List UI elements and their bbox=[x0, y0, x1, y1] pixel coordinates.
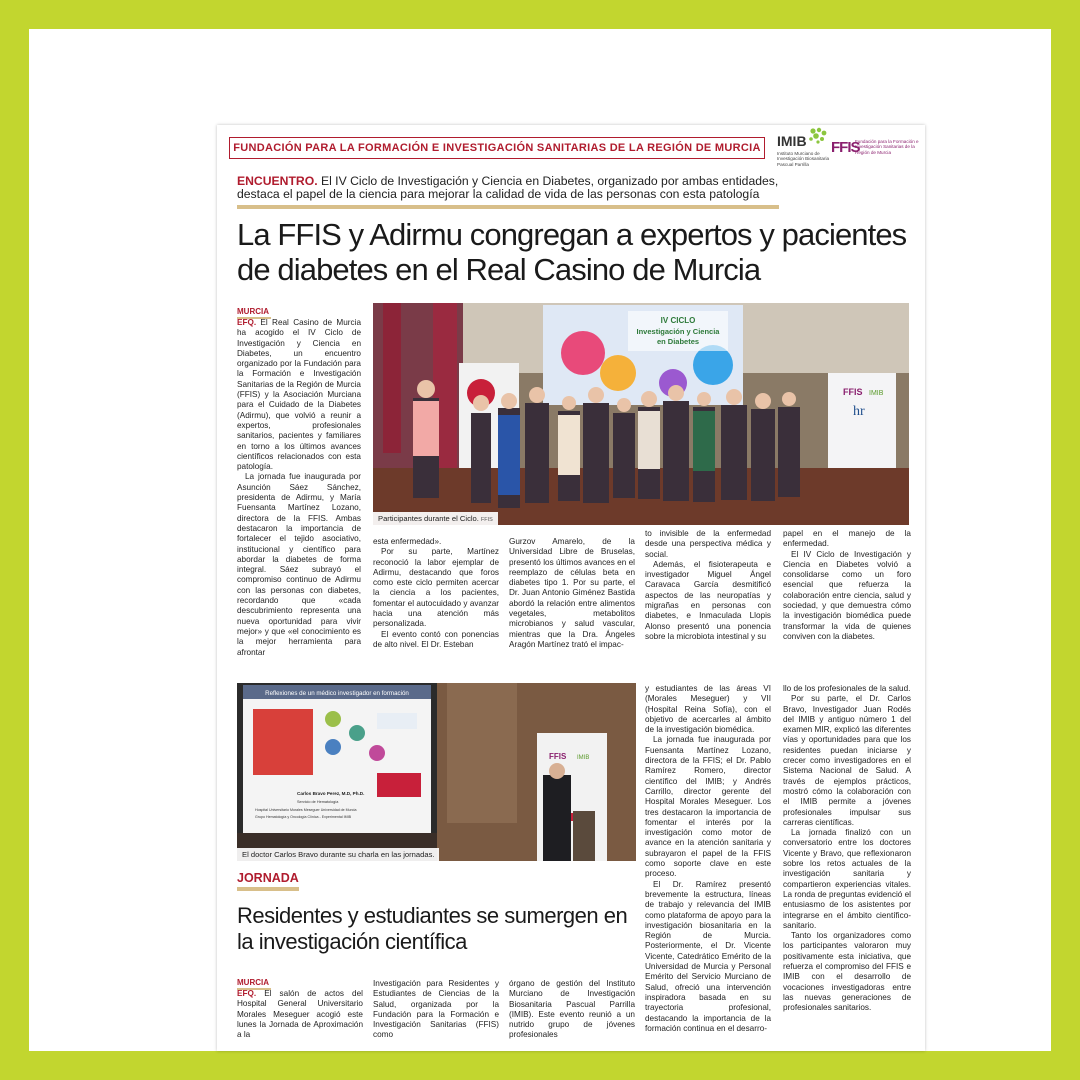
header-band bbox=[229, 137, 765, 159]
article1-column-5 bbox=[783, 529, 911, 653]
article2-column-3 bbox=[509, 979, 635, 1039]
svg-text:en Diabetes: en Diabetes bbox=[656, 337, 700, 346]
article1-location: MURCIA bbox=[237, 307, 269, 316]
article2-column-5 bbox=[783, 684, 911, 1040]
article1-col2-p2: Por su parte, Martínez reconoció la labor ejemplar de Adirmu, destacando que foros como este ciclo permiten acercar la ciencia a los pacientes, fomentar el autocuidado y avanzar hacia una atención más personalizada. bbox=[373, 547, 499, 629]
svg-text:IMIB: IMIB bbox=[869, 390, 884, 397]
kicker-rule bbox=[237, 205, 779, 209]
article1-photo bbox=[373, 303, 909, 525]
svg-text:hr: hr bbox=[853, 404, 865, 419]
slide-dept: Servicio de Hematología bbox=[297, 800, 339, 804]
article2-section-label: JORNADA bbox=[237, 871, 299, 885]
article2-colD-p1: y estudiantes de las áreas VI (Morales Meseguer) y VII (Hospital Reina Sofía), con el objetivo de acercarles al ámbito de la investigación biomédica. bbox=[645, 684, 771, 735]
svg-text:Investigación y Ciencia: Investigación y Ciencia bbox=[636, 327, 720, 336]
article2-colE-p2: Por su parte, el Dr. Carlos Bravo, Investigador Juan Rodés del IMIB y antiguo número 1 del examen MIR, explicó las diferentes vías y oportunidades para que los residentes puedan iniciarse y crecer como investigadores en el Sistema Nacional de Salud. A través de ejemplos prácticos, mostró cómo la colaboración con el IMIB permite a jóvenes profesionales impulsar sus carreras científicas. bbox=[783, 694, 911, 827]
article2-column-1 bbox=[237, 989, 363, 1039]
article2-colB-p1: Investigación para Residentes y Estudiantes de Ciencias de la Salud, organizada por la Fundación para la Formación e Investigación Sanitarias (FFIS) como bbox=[373, 979, 499, 1040]
group-photo-image bbox=[373, 303, 909, 525]
article2-byline: EFQ. bbox=[237, 989, 257, 998]
article2-column-4 bbox=[645, 684, 771, 1040]
article2-colC-p1: órgano de gestión del Instituto Murciano de Investigación Biosanitaria Pascual Parrilla (IMIB). Este evento reunió a un nutrido grupo de jóvenes profesionales bbox=[509, 979, 635, 1040]
speaker-photo-image bbox=[237, 683, 636, 861]
article2-colD-p3: El Dr. Ramírez presentó brevemente la estructura, líneas de trabajo y relevancia del IMIB como plataforma de apoyo para la investigación biosanitaria en la Región de Murcia. Posteriormente, el Dr. Vicente Vicente, Catedrático Emérito de la Universidad de Murcia y Personal Emérito del Servicio Murciano de Salud, ofreció una intervención inspiradora basada en su trayectoria profesional, destacando la importancia de la formación continua en el desarro- bbox=[645, 879, 771, 1033]
article2-colD-p2: La jornada fue inaugurada por Fuensanta Martínez Lozano, directora de la FFIS; el Dr. Pablo Ramírez Romero, director científico del IMIB; y Andrés Carrillo, director gerente del Hospital Morales Meseguer. Los tres destacaron la importancia de fomentar el interés por la investigación como motor de avance en la atención sanitaria y subrayaron el papel de la FFIS como soporte clave en este proceso. bbox=[645, 735, 771, 879]
article2-colA-p1: El salón de actos del Hospital General Universitario Morales Meseguer acogió este lunes la Jornada de Aproximación a la bbox=[237, 989, 363, 1040]
article1-col5-p1: papel en el manejo de la enfermedad. bbox=[783, 529, 911, 549]
article2-section-tag bbox=[237, 869, 299, 891]
article2-photo bbox=[237, 683, 636, 861]
article1-col1-p1: El Real Casino de Murcia ha acogido el IV Ciclo de Investigación y Ciencia en Diabetes, un encuentro organizado por la Fundación para la Formación e Investigación Sanitarias de la Región de Murcia (FFIS) y la Asociación Murciana para el Cuidado de la Diabetes (Adirmu), que volvió a reunir a expertos, profesionales sanitarios, pacientes y familiares en torno a los últimos avances científicos relacionados con esta patología. bbox=[237, 318, 361, 472]
article2-location: MURCIA bbox=[237, 978, 269, 987]
slide-title: Reflexiones de un médico investigador en formación bbox=[265, 690, 409, 697]
kicker-label: ENCUENTRO. bbox=[237, 174, 318, 188]
article1-headline: La FFIS y Adirmu congregan a expertos y pacientes de diabetes en el Real Casino de Murcia bbox=[237, 217, 907, 287]
slide-hosp: Hospital Universitario Morales Meseguer Universidad de Murcia bbox=[255, 808, 357, 812]
article1-col3-p1: Gurzov Amarelo, de la Universidad Libre de Bruselas, presentó los últimos avances en el reemplazo de células beta en diabetes tipo 1. Por su parte, el Dr. Juan Antonio Giménez Bastida abordó la relación entre alimentos vegetales, metabolitos microbianos y salud vascular, mientras que la Dra. Ángeles Aragón Martínez trató el impac- bbox=[509, 537, 635, 649]
article1-col2-p3: El evento contó con ponencias de alto nivel. El Dr. Esteban bbox=[373, 629, 499, 649]
article1-photo-credit: FFIS bbox=[480, 517, 493, 523]
article1-photo-caption bbox=[373, 512, 498, 525]
ffis-logo-subtitle: Fundación para la Formación e Investigación Sanitarias de la Región de Murcia bbox=[855, 139, 919, 155]
article1-col5-p2: El IV Ciclo de Investigación y Ciencia en Diabetes volvió a consolidarse como un foro esencial que refuerza la colaboración entre ciencia, salud y sociedad, y que demuestra cómo la investigación biomédica puede transformar la vida de quienes conviven con la diabetes. bbox=[783, 549, 911, 641]
article2-colE-p1: llo de los profesionales de la salud. bbox=[783, 684, 911, 693]
article1-col2-p1: esta enfermedad». bbox=[373, 537, 442, 546]
svg-text:IV CICLO: IV CICLO bbox=[660, 316, 696, 325]
imib-logo-text: IMIB bbox=[777, 133, 807, 149]
newspaper-page bbox=[217, 125, 925, 1051]
kicker-text: El IV Ciclo de Investigación y Ciencia en Diabetes, organizado por ambas entidades, destaca el papel de la ciencia para mejorar la calidad de vida de las personas con esta patología bbox=[237, 174, 779, 201]
article2-colE-p4: Tanto los organizadores como los participantes valoraron muy positivamente esta iniciativa, que refuerza el compromiso del FFIS e IMIB con el desarrollo de vocaciones investigadoras entre las nuevas generaciones de profesionales sanitarios. bbox=[783, 931, 911, 1013]
imib-logo-subtitle: Instituto Murciano de Investigación Biosanitaria Pascual Parrilla bbox=[777, 151, 830, 167]
article1-column-4 bbox=[645, 529, 771, 649]
article1-column-1 bbox=[237, 318, 361, 657]
article2-colE-p3: La jornada finalizó con un conversatorio entre los doctores Vicente y Bravo, que reflexionaron sobre los retos actuales de la investigación sanitaria y compartieron experiencias vitales. La ronda de preguntas evidenció el entusiasmo de los asistentes por integrarse en el ámbito científico-sanitario. bbox=[783, 828, 911, 930]
article2-photo-caption: El doctor Carlos Bravo durante su charla en las jornadas. bbox=[237, 848, 439, 861]
article1-column-2 bbox=[373, 537, 499, 649]
article1-caption-text: Participantes durante el Ciclo. bbox=[378, 514, 479, 523]
header-band-text: FUNDACIÓN PARA LA FORMACIÓN E INVESTIGACIÓN SANITARIAS DE LA REGIÓN DE MURCIA bbox=[233, 142, 761, 154]
page-frame bbox=[29, 29, 1051, 1051]
slide-name: Carlos Bravo Perez, M.D, Ph.D. bbox=[297, 791, 365, 796]
article2-column-2 bbox=[373, 979, 499, 1039]
article1-col1-p2: La jornada fue inaugurada por Asunción Sáez Sánchez, presidenta de Adirmu, y María Fuensanta Martínez Lozano, directora de la FFIS. Ambas destacaron la importancia de fortalecer el tejido asociativo, institucional y científico para abordar la diabetes de forma integral. Sáez subrayó el compromiso continuo de Adirmu con las personas con diabetes, recordando que «cada descubrimiento representa una nueva oportunidad para vivir mejor» y que «el conocimiento es la mejor herramienta para afrontar bbox=[237, 472, 361, 657]
article1-col4-p1: to invisible de la enfermedad desde una perspectiva médica y social. bbox=[645, 529, 771, 559]
article1-kicker bbox=[237, 175, 817, 201]
slide-group: Grupo Hematología y Oncología Clínica - Experimental IMIB bbox=[255, 815, 352, 819]
svg-text:FFIS: FFIS bbox=[843, 387, 863, 397]
ffis-logo-mark: FFIS bbox=[831, 139, 860, 156]
article1-col4-p2: Además, el fisioterapeuta e investigador Miguel Ángel Caravaca García desmitificó aspectos de las neuropatías y migrañas en personas con diabetes, e Inmaculada Llopis Alonso presentó una ponencia sobre la microbiota intestinal y su bbox=[645, 559, 771, 641]
svg-text:IMIB: IMIB bbox=[577, 755, 590, 761]
ffis-logo bbox=[831, 137, 923, 161]
svg-text:FFIS: FFIS bbox=[549, 752, 567, 761]
article1-column-3 bbox=[509, 537, 635, 649]
article2-headline: Residentes y estudiantes se sumergen en la investigación científica bbox=[237, 903, 628, 954]
imib-dots-icon bbox=[807, 127, 829, 147]
article1-byline: EFQ. bbox=[237, 318, 257, 327]
